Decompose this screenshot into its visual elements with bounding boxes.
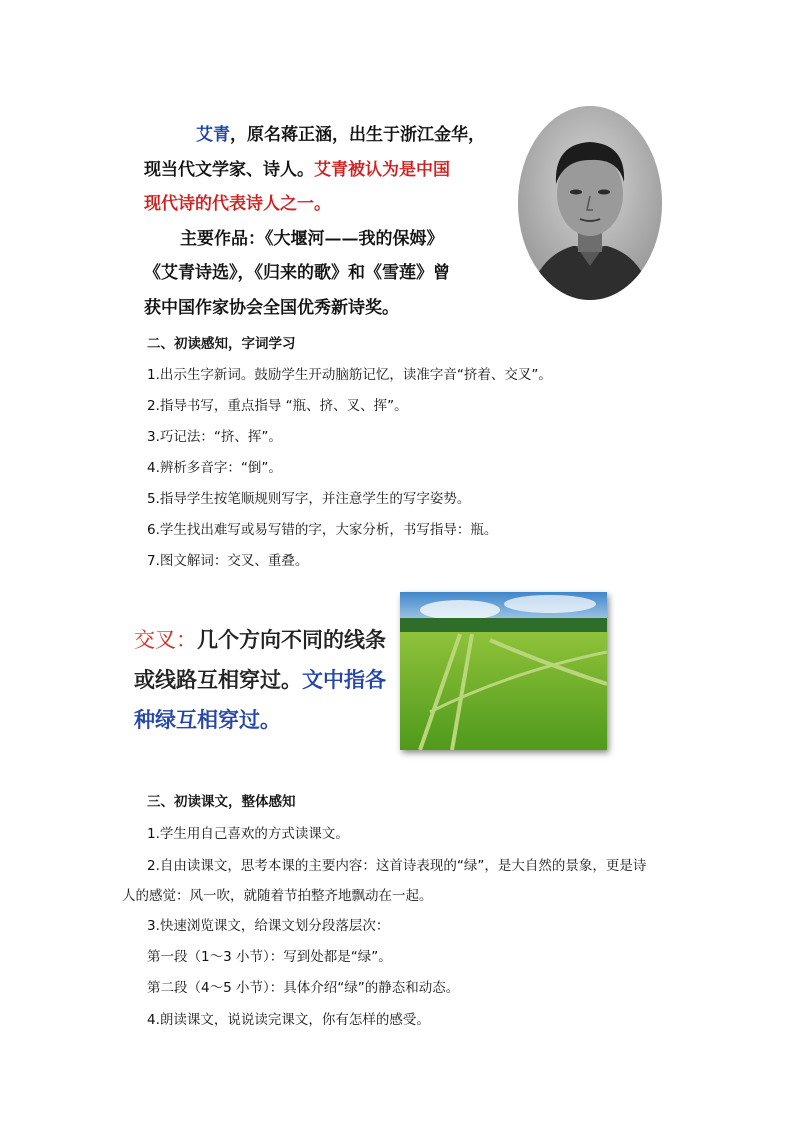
paragraph: 2.自由读课文，思考本课的主要内容：这首诗表现的“绿”，是大自然的景象，更是诗	[147, 858, 647, 874]
list-item: 3.巧记法：“挤、挥”。	[147, 429, 282, 445]
paragraph: 第一段（1～3 小节）：写到处都是“绿”。	[147, 949, 392, 965]
intro-highlight-1: 艾青被认为是中国	[314, 159, 450, 180]
intro-works-line-2: 《艾青诗选》，《归来的歌》和《雪莲》曾	[144, 263, 450, 283]
list-item: 2.指导书写，重点指导 “瓶、挤、叉、挥”。	[147, 398, 408, 414]
paragraph: 4.朗读课文，说说读完课文，你有怎样的感受。	[147, 1012, 430, 1028]
definition-term: 交叉：	[134, 628, 197, 652]
intro-line-1-text: ，原名蒋正涵，出生于浙江金华，	[230, 125, 485, 145]
definition-text-2: 或线路互相穿过。	[134, 667, 302, 692]
author-intro	[144, 118, 514, 325]
paragraph: 3.快速浏览课文，给课文划分段落层次：	[147, 918, 390, 934]
definition-text-1: 几个方向不同的线条	[197, 627, 386, 652]
rice-field-image	[400, 592, 607, 750]
list-item: 5.指导学生按笔顺规则写字，并注意学生的写字姿势。	[147, 491, 471, 507]
list-item: 6.学生找出难写或易写错的字，大家分析，书写指导：瓶。	[147, 522, 498, 538]
definition-context-2: 种绿互相穿过。	[134, 707, 281, 732]
definition-line-2	[134, 660, 394, 700]
intro-line-2-text: 现当代文学家、诗人。	[144, 159, 314, 180]
paragraph-continuation: 人的感觉：风一吹，就随着节拍整齐地飘动在一起。	[122, 888, 433, 904]
paragraph: 1.学生用自己喜欢的方式读课文。	[147, 826, 349, 842]
word-definition	[134, 620, 394, 740]
section-3-title: 三、初读课文，整体感知	[147, 794, 296, 810]
list-item: 7.图文解词：交叉、重叠。	[147, 553, 309, 569]
list-item: 4.辨析多音字：“倒”。	[147, 460, 282, 476]
definition-line-1	[134, 620, 394, 660]
author-portrait	[518, 106, 662, 300]
section-2-title: 二、初读感知，字词学习	[147, 336, 296, 352]
definition-context-1: 文中指各	[302, 667, 386, 692]
author-name: 艾青	[196, 125, 230, 145]
intro-line-2	[144, 153, 514, 188]
intro-award-line: 获中国作家协会全国优秀新诗奖。	[144, 297, 399, 318]
intro-line-1	[144, 118, 514, 153]
intro-highlight-2: 现代诗的代表诗人之一。	[144, 194, 331, 214]
intro-works-line: 主要作品：《大堰河——我的保姆》	[180, 228, 444, 249]
paragraph: 第二段（4～5 小节）：具体介绍“绿”的静态和动态。	[147, 980, 460, 996]
list-item: 1.出示生字新词。鼓励学生开动脑筋记忆，读准字音“挤着、交叉”。	[147, 367, 552, 383]
